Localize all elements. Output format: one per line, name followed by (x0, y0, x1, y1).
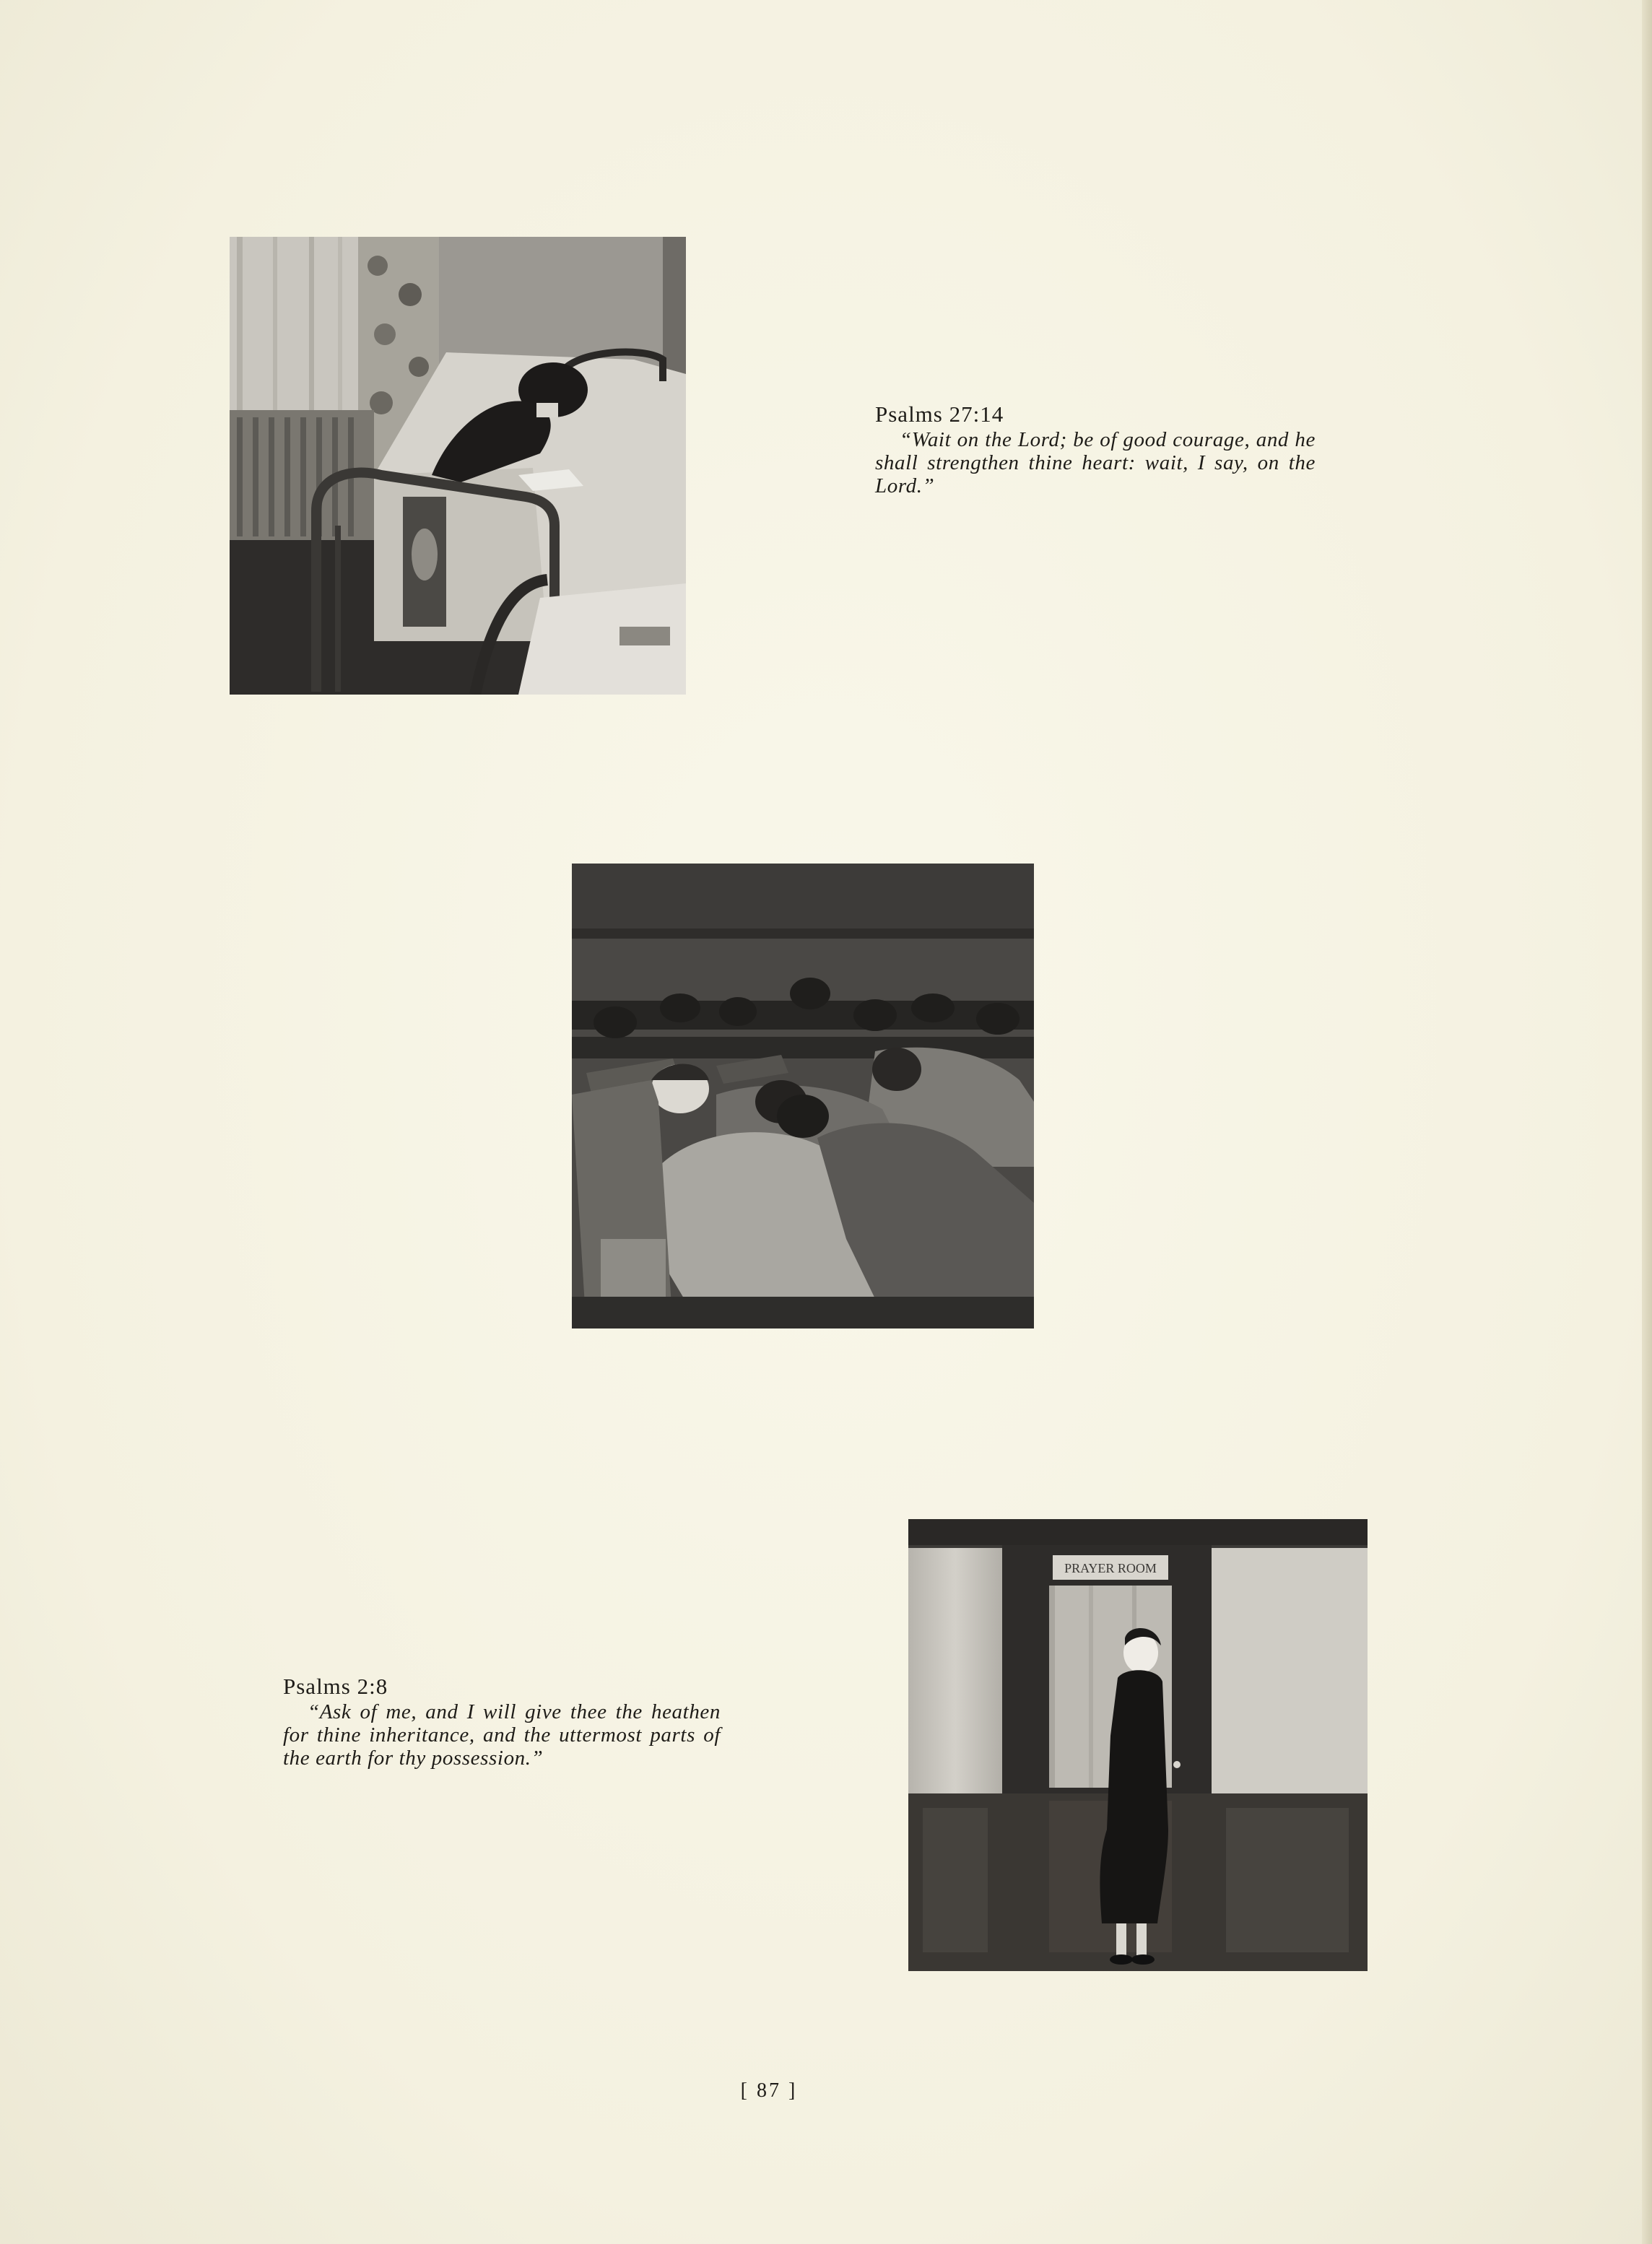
prayer-room-sign: PRAYER ROOM (1064, 1561, 1157, 1575)
auditorium-group-prayer-photo (572, 864, 1034, 1328)
verse-reference: Psalms 2:8 (283, 1674, 388, 1699)
page-edge-shadow (1642, 0, 1652, 2244)
page-number: [ 87 ] (740, 2079, 798, 2102)
psalms-2-8-caption (283, 1675, 721, 1770)
prayer-room-door-photo (908, 1519, 1368, 1971)
verse-reference: Psalms 27:14 (875, 401, 1004, 427)
verse-text: “Wait on the Lord; be of good courage, and he shall strengthen thine heart: wait, I say, on the Lord.” (875, 427, 1316, 498)
verse-text: “Ask of me, and I will give thee the heathen for thine inheritance, and the uttermost parts of the earth for thy possession.” (283, 1700, 721, 1770)
kneeling-bedside-prayer-photo (230, 237, 686, 695)
psalms-27-14-caption (875, 403, 1316, 498)
